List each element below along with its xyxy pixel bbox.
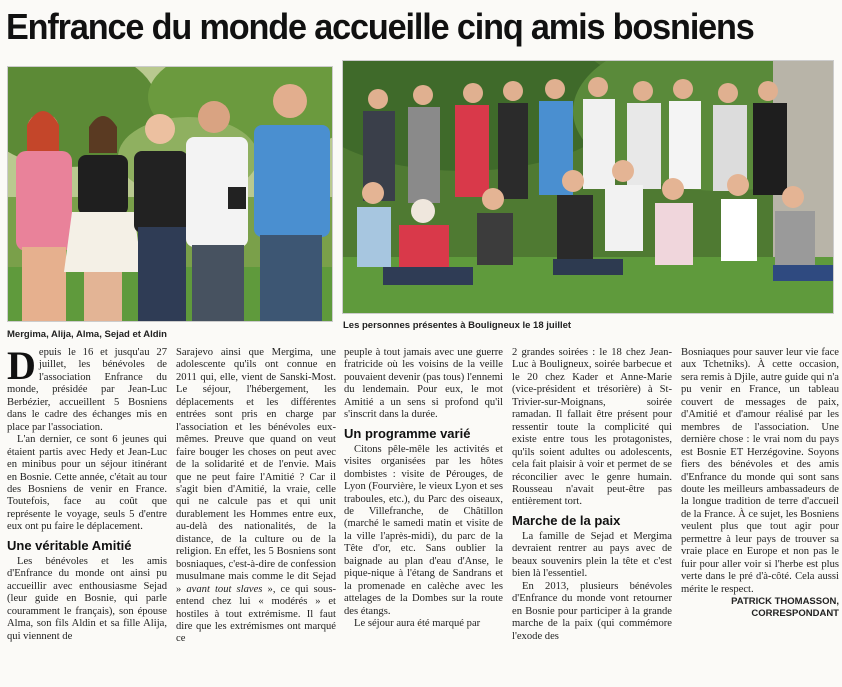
subheading-amitie: Une véritable Amitié <box>7 537 132 553</box>
paragraph: Les bénévoles et les amis d'Enfrance du monde ont ainsi pu accueillir avec enthousiasme Sejad (leur guide en Bosnie, qui parle couramment le français), son épouse Alma, son fils Aldin et sa fille Alija, qui viennent de <box>7 555 167 642</box>
paragraph: peuple à tout jamais avec une guerre fratricide où les voisins de la veille pouvaient devenir (pas tous) l'ennemi du lendemain. Pour eux, le mot Amitié a un sens si profond qu'il s'inscrit dans la durée. <box>344 347 503 421</box>
paragraph: Sarajevo ainsi que Mergima, une adolescente qu'ils ont connue en 2011 qui, elle, vient de Sanski-Most. Le séjour, l'hébergement, les déplacements et les différentes entrées sont pris en charge par l'association et les bénévoles eux-mêmes. Preuve que quand on veut faire bouger les choses on peut avec de la solidarité et de l'envie. Mais que ne peut faire l'Amitié ? Car il s'agit bien d'Amitié, la vraie, celle qui ne calcule pas et qui unit durablement les Hommes entre eux, au-delà des nationalités, de la distance, de la culture ou de la religion. En effet, les 5 Bosniens sont bosniaques, c'est-à-dire de confession musulmane mais comme le dit Sejad » avant tout slaves », ce qui sous-entend chez lui « modérés » et hostiles à tout extrémisme. Il faut dire que les extrémismes ont marqué ce <box>176 347 336 645</box>
paragraph: L'an dernier, ce sont 6 jeunes qui étaient partis avec Hedy et Jean-Luc en minibus pour un séjour itinérant en Bosnie. Cette année, c'était au tour des Bosniens de venir en France. Toutefois, face au coût que représente le voyage, seuls 5 d'entre eux ont pu faire le déplacement. <box>7 434 167 533</box>
byline-role: CORRESPONDANT <box>751 608 839 620</box>
paragraph: Le séjour aura été marqué par <box>354 618 481 630</box>
quote: avant tout slaves <box>186 583 263 595</box>
paragraph: Bosniaques pour sauver leur vie face aux Tchetniks). À cette occasion, sera remis à Djile, autre guide qui n'a pu venir en France, un tableau couvert de messages de paix, d'Amitié et d'amour réalisé par les membres de l'association. Une dernière chose : le vrai nom du pays est Bosnie ET Herzégovine. Soyons fiers des bénévoles et des amis d'Enfrance du monde qui sont sans doute les meilleurs ambassadeurs de la longue tradition de terre d'accueil de la France. À ce sujet, les Bosniens veulent plus que tout agir pour permettre à leur pays de trouver sa vraie place en Europe et non pas le fuir pour aller voir si l'herbe est plus verte dans le pré d'à-côté. Cela aussi mérite le respect. <box>681 347 839 595</box>
paragraph: En 2013, plusieurs bénévoles d'Enfrance du monde vont retourner en Bosnie pour participer à la grande marche de la paix (qui commémore l'exode des <box>512 580 672 642</box>
subheading-marche: Marche de la paix <box>512 512 621 528</box>
photo-group-bouligneux <box>342 60 834 314</box>
paragraph: 2 grandes soirées : le 18 chez Jean-Luc à Bouligneux, soirée barbecue et le 20 chez Kader et Anne-Marie (vice-président et trésorière) à St-Trivier-sur-Moignans, soirée ramadan. Il fallait être présent pour ressentir toute la complicité qui existe entre tous les protagonistes, qu'ils soient adultes ou adolescents, cela fait plaisir à voir et permet de se réconcilier avec le genre humain. Rousseau n'avait peut-être pas entièrement tort. <box>512 347 672 508</box>
article-column-3 <box>344 347 503 685</box>
article-column-1 <box>7 347 167 685</box>
article-column-2 <box>176 347 336 685</box>
drop-cap: D <box>7 347 36 388</box>
photo1-caption: Mergima, Alija, Alma, Sejad et Aldin <box>7 329 167 340</box>
intro-paragraph: Depuis le 16 et jusqu'au 27 juillet, les bénévoles de l'association Enfrance du monde, présidée par Jean-Luc Berbézier, accueillent 5 Bosniens dans le cadre des échanges mis en place par l'association. <box>7 347 167 433</box>
paragraph: La famille de Sejad et Mergima devraient rentrer au pays avec de beaux souvenirs plein la tête et c'est bien là l'essentiel. <box>512 530 672 580</box>
article-column-4 <box>512 347 672 685</box>
headline: Enfrance du monde accueille cinq amis bosniens <box>6 6 754 47</box>
photo-five-bosnian-guests <box>7 66 333 322</box>
paragraph: Citons pêle-mêle les activités et visites organisées par les hôtes dombistes : visite de Pérouges, de Lyon (Fourvière, le vieux Lyon et ses traboules, etc.), du Parc des oiseaux, de Villefranche, de Châtillon (marché le samedi matin et visite de la ville l'après-midi), du parc de la Tête d'or, etc. Sans oublier la baignade au plan d'eau d'Anse, le pique-nique à l'étang de Sandrans et la promenade en calèche avec les attelages de la Dombes sur la route des étangs. <box>344 443 503 617</box>
subheading-programme: Un programme varié <box>344 425 471 441</box>
photo2-caption: Les personnes présentes à Bouligneux le 18 juillet <box>343 320 572 331</box>
byline-name: PATRICK THOMASSON, <box>731 596 839 608</box>
article-column-5 <box>681 347 839 685</box>
